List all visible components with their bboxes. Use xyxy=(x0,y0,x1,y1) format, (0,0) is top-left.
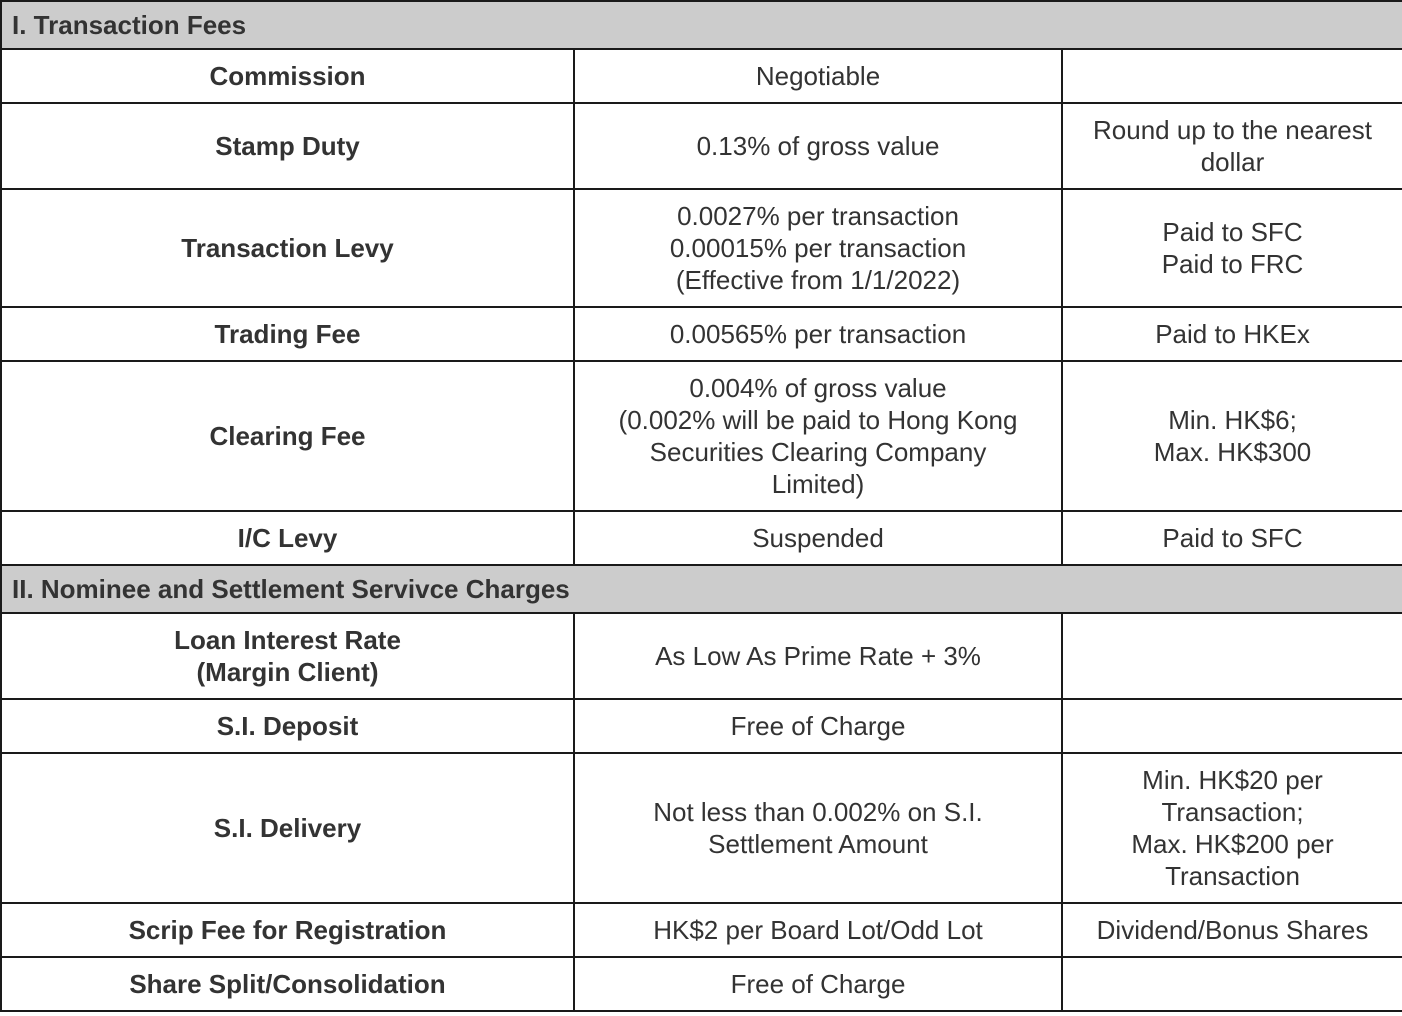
table-row xyxy=(1,699,1402,753)
fee-label: Trading Fee xyxy=(1,307,574,361)
fee-label: S.I. Delivery xyxy=(1,753,574,903)
fee-label: Share Split/Consolidation xyxy=(1,957,574,1011)
fee-table-body xyxy=(1,1,1402,1011)
table-row xyxy=(1,307,1402,361)
fee-value: 0.13% of gross value xyxy=(574,103,1062,189)
fee-value: Suspended xyxy=(574,511,1062,565)
table-row xyxy=(1,903,1402,957)
fee-note xyxy=(1062,49,1402,103)
fee-note: Round up to the nearest dollar xyxy=(1062,103,1402,189)
fee-note xyxy=(1062,957,1402,1011)
fee-value: Free of Charge xyxy=(574,957,1062,1011)
table-row xyxy=(1,613,1402,699)
fee-label: Commission xyxy=(1,49,574,103)
fee-label: Clearing Fee xyxy=(1,361,574,511)
fee-value: Free of Charge xyxy=(574,699,1062,753)
fee-value: 0.0027% per transaction 0.00015% per transaction (Effective from 1/1/2022) xyxy=(574,189,1062,307)
table-row xyxy=(1,753,1402,903)
table-row xyxy=(1,189,1402,307)
fee-note: Min. HK$20 per Transaction; Max. HK$200 per Transaction xyxy=(1062,753,1402,903)
fee-note xyxy=(1062,613,1402,699)
table-row xyxy=(1,957,1402,1011)
table-row xyxy=(1,49,1402,103)
fee-value: 0.004% of gross value (0.002% will be paid to Hong Kong Securities Clearing Company Limited) xyxy=(574,361,1062,511)
fee-label: Scrip Fee for Registration xyxy=(1,903,574,957)
section-title-nominee-settlement: II. Nominee and Settlement Servivce Charges xyxy=(1,565,1402,613)
fee-label: S.I. Deposit xyxy=(1,699,574,753)
fee-value: HK$2 per Board Lot/Odd Lot xyxy=(574,903,1062,957)
fee-note: Paid to SFC xyxy=(1062,511,1402,565)
fee-value: Not less than 0.002% on S.I. Settlement Amount xyxy=(574,753,1062,903)
fee-note xyxy=(1062,699,1402,753)
section-title-transaction-fees: I. Transaction Fees xyxy=(1,1,1402,49)
fee-note: Dividend/Bonus Shares xyxy=(1062,903,1402,957)
fee-label: Loan Interest Rate (Margin Client) xyxy=(1,613,574,699)
fee-label: Transaction Levy xyxy=(1,189,574,307)
fee-value: 0.00565% per transaction xyxy=(574,307,1062,361)
table-row xyxy=(1,103,1402,189)
table-row xyxy=(1,511,1402,565)
fee-label: Stamp Duty xyxy=(1,103,574,189)
section-header-row xyxy=(1,1,1402,49)
fee-value: As Low As Prime Rate + 3% xyxy=(574,613,1062,699)
table-row xyxy=(1,361,1402,511)
fee-label: I/C Levy xyxy=(1,511,574,565)
section-header-row xyxy=(1,565,1402,613)
fee-note: Paid to HKEx xyxy=(1062,307,1402,361)
fee-note: Paid to SFC Paid to FRC xyxy=(1062,189,1402,307)
fee-note: Min. HK$6; Max. HK$300 xyxy=(1062,361,1402,511)
fee-value: Negotiable xyxy=(574,49,1062,103)
